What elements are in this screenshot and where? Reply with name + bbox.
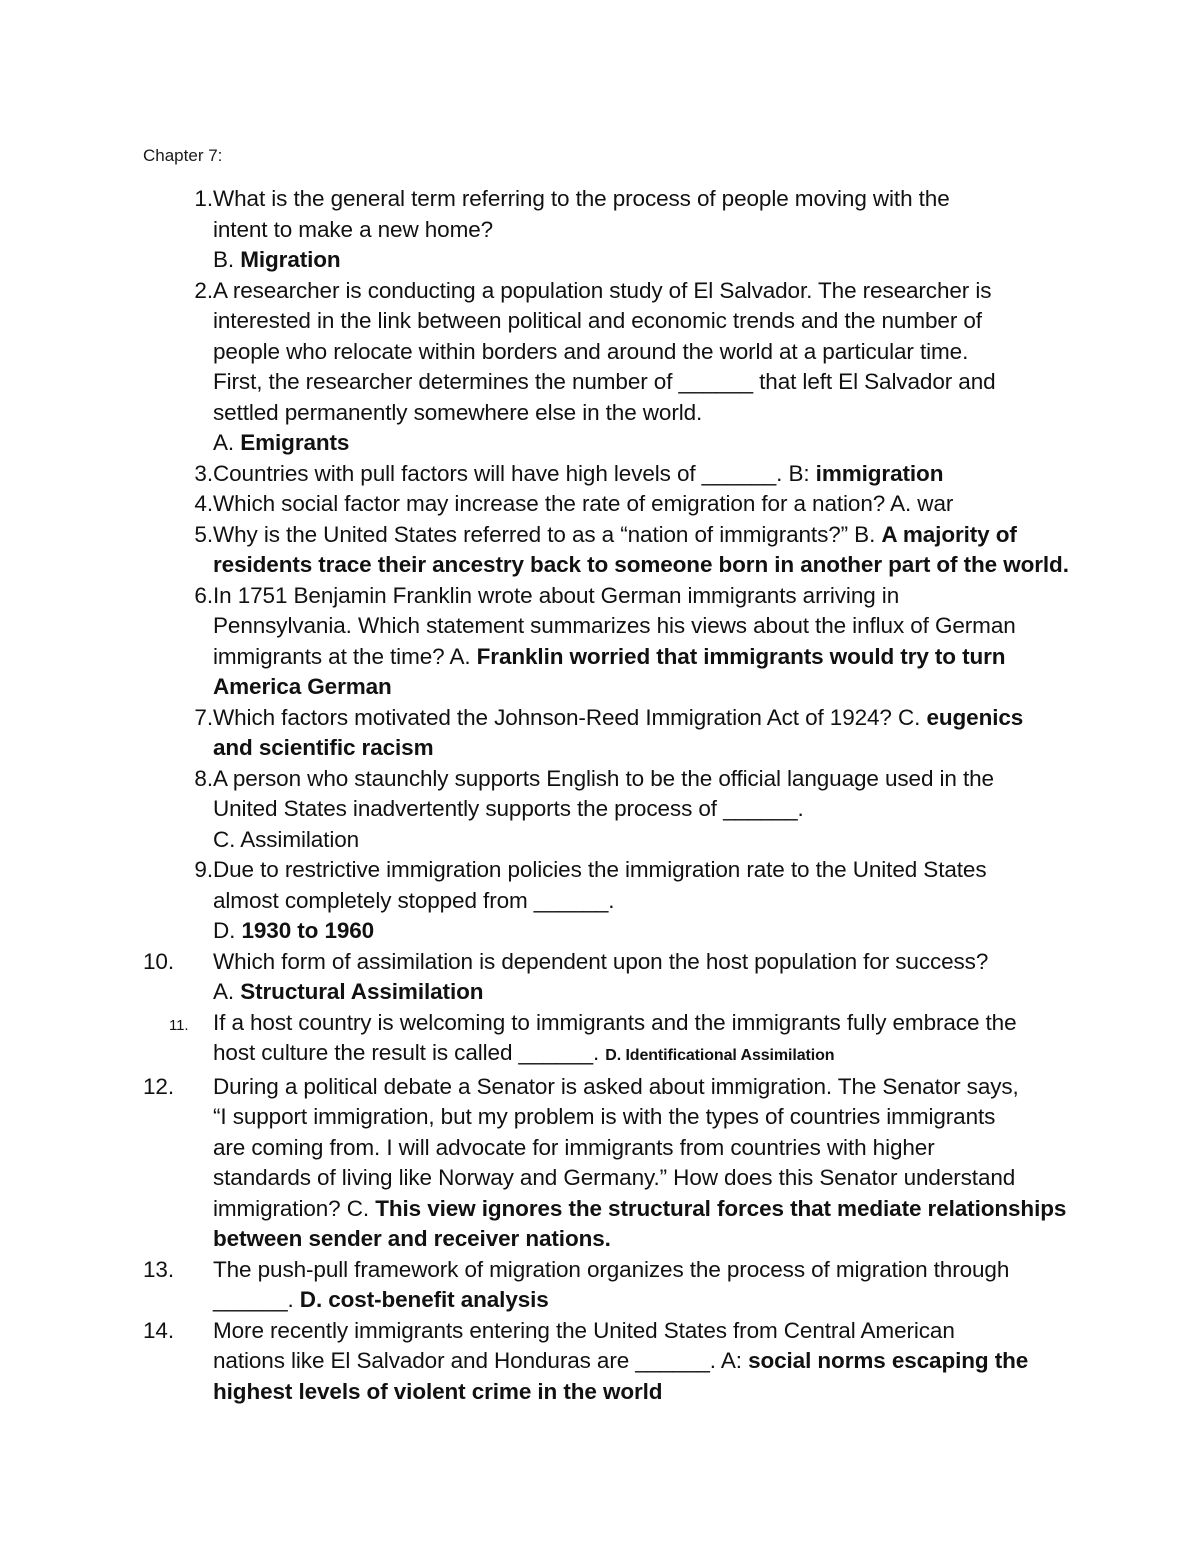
text-line bbox=[213, 916, 1073, 947]
question-item bbox=[143, 581, 1073, 703]
text-line bbox=[213, 306, 1073, 337]
text-line bbox=[213, 1194, 1073, 1225]
answer-text: social norms escaping the bbox=[748, 1348, 1029, 1373]
question-number-label: 9. bbox=[194, 857, 213, 882]
question-item bbox=[143, 276, 1073, 459]
question-segment: More recently immigrants entering the United States from Central American bbox=[213, 1317, 955, 1343]
question-number-label: 5. bbox=[194, 521, 213, 547]
question-segment: A researcher is conducting a population study of El Salvador. The researcher is bbox=[213, 277, 992, 303]
text-line bbox=[213, 367, 1073, 398]
question-number bbox=[143, 1008, 213, 1072]
chapter-heading: Chapter 7: bbox=[143, 146, 223, 165]
question-number-label: 10. bbox=[143, 948, 174, 974]
question-segment: Countries with pull factors will have high levels of ______. B: bbox=[213, 460, 816, 486]
answer-text: between sender and receiver nations. bbox=[213, 1226, 611, 1251]
question-segment: A. bbox=[213, 430, 241, 455]
answer-text: D. cost-benefit analysis bbox=[299, 1287, 549, 1312]
question-item bbox=[143, 520, 1073, 581]
question-segment: The push-pull framework of migration organizes the process of migration through bbox=[213, 1256, 1010, 1282]
question-segment: During a political debate a Senator is asked about immigration. The Senator says, bbox=[213, 1073, 1019, 1099]
question-item bbox=[143, 764, 1073, 856]
answer-text: Migration bbox=[240, 247, 341, 272]
text-line bbox=[213, 733, 1073, 764]
text-line bbox=[213, 764, 1073, 795]
text-line bbox=[213, 1008, 1073, 1039]
text-line bbox=[213, 276, 1073, 307]
question-text bbox=[213, 520, 1073, 581]
text-line bbox=[213, 581, 1073, 612]
text-line bbox=[213, 855, 1073, 886]
question-text bbox=[213, 1255, 1073, 1316]
question-number bbox=[143, 947, 213, 1008]
text-line bbox=[213, 611, 1073, 642]
text-line bbox=[213, 459, 1073, 490]
question-segment: Which factors motivated the Johnson-Reed Immigration Act of 1924? C. bbox=[213, 704, 927, 730]
question-segment: B. bbox=[213, 247, 241, 272]
question-segment: ______. bbox=[213, 1287, 300, 1312]
question-number bbox=[143, 1255, 213, 1316]
question-text bbox=[213, 184, 1073, 276]
question-segment: What is the general term referring to the process of people moving with the bbox=[213, 186, 950, 211]
question-segment: Due to restrictive immigration policies the immigration rate to the United States bbox=[213, 857, 987, 882]
question-item bbox=[143, 855, 1073, 947]
question-number-label: 2. bbox=[194, 277, 213, 303]
question-segment: Which form of assimilation is dependent upon the host population for success? bbox=[213, 948, 989, 974]
text-line bbox=[213, 184, 1073, 215]
question-list bbox=[143, 184, 1073, 1407]
question-number-label: 6. bbox=[194, 582, 213, 608]
question-text bbox=[213, 1316, 1073, 1408]
question-item bbox=[143, 489, 1073, 520]
question-segment: D. bbox=[213, 918, 242, 943]
answer-text: America German bbox=[213, 674, 392, 699]
question-segment: If a host country is welcoming to immigrants and the immigrants fully embrace the bbox=[213, 1009, 1017, 1035]
text-line bbox=[213, 550, 1073, 581]
question-segment: Pennsylvania. Which statement summarizes his views about the influx of German bbox=[213, 613, 1016, 638]
answer-text: A majority of bbox=[881, 521, 1017, 547]
text-line bbox=[213, 1038, 1073, 1072]
question-text bbox=[213, 489, 1073, 520]
answer-text: and scientific racism bbox=[213, 735, 434, 760]
question-number bbox=[143, 459, 213, 490]
text-line bbox=[213, 794, 1073, 825]
text-line bbox=[213, 886, 1073, 917]
text-line bbox=[213, 520, 1073, 551]
text-line bbox=[213, 1133, 1073, 1164]
question-segment: Which social factor may increase the rate of emigration for a nation? A. war bbox=[213, 491, 954, 516]
question-item bbox=[143, 1316, 1073, 1408]
text-line bbox=[213, 1102, 1073, 1133]
text-line bbox=[213, 215, 1073, 246]
question-number bbox=[143, 703, 213, 764]
question-number bbox=[143, 855, 213, 947]
text-line bbox=[213, 672, 1073, 703]
question-number-label: 3. bbox=[194, 460, 213, 486]
question-segment: nations like El Salvador and Honduras are ______. A: bbox=[213, 1348, 749, 1373]
question-segment: A. bbox=[213, 979, 241, 1004]
question-segment: immigration? C. bbox=[213, 1195, 376, 1221]
question-number bbox=[143, 520, 213, 581]
text-line bbox=[213, 642, 1073, 673]
question-text bbox=[213, 703, 1073, 764]
question-number-label: 7. bbox=[194, 704, 213, 730]
question-number-label: 1. bbox=[194, 186, 213, 211]
text-line bbox=[213, 245, 1073, 276]
answer-text: Emigrants bbox=[240, 430, 350, 455]
question-text bbox=[213, 947, 1073, 1008]
question-number-label: 8. bbox=[194, 765, 213, 791]
question-text bbox=[213, 459, 1073, 490]
text-line bbox=[213, 825, 1073, 856]
text-line bbox=[213, 398, 1073, 429]
answer-text: Franklin worried that immigrants would try to turn bbox=[476, 643, 1006, 669]
question-segment: A person who staunchly supports English to be the official language used in the bbox=[213, 765, 994, 791]
question-number-label: 13. bbox=[143, 1256, 174, 1282]
question-number bbox=[143, 581, 213, 703]
text-line bbox=[213, 428, 1073, 459]
question-text bbox=[213, 581, 1073, 703]
text-line bbox=[213, 489, 1073, 520]
question-item bbox=[143, 1072, 1073, 1255]
answer-text: D. Identificational Assimilation bbox=[605, 1047, 835, 1064]
question-item bbox=[143, 184, 1073, 276]
answer-text: 1930 to 1960 bbox=[241, 918, 375, 943]
question-segment: In 1751 Benjamin Franklin wrote about German immigrants arriving in bbox=[213, 582, 900, 608]
answer-text: immigration bbox=[815, 460, 944, 486]
text-line bbox=[213, 947, 1073, 978]
text-line bbox=[213, 1163, 1073, 1194]
answer-text: residents trace their ancestry back to someone born in another part of the world. bbox=[213, 552, 1069, 577]
question-number bbox=[143, 184, 213, 276]
text-line bbox=[213, 1346, 1073, 1377]
text-line bbox=[213, 1377, 1073, 1408]
question-segment: host culture the result is called ______. bbox=[213, 1040, 606, 1065]
question-item bbox=[143, 703, 1073, 764]
question-segment: Why is the United States referred to as a “nation of immigrants?” B. bbox=[213, 521, 882, 547]
question-segment: intent to make a new home? bbox=[213, 216, 494, 242]
question-segment: interested in the link between political and economic trends and the number of bbox=[213, 308, 982, 333]
question-text bbox=[213, 764, 1073, 856]
question-segment: immigrants at the time? A. bbox=[213, 643, 477, 669]
text-line bbox=[213, 703, 1073, 734]
question-number-label: 12. bbox=[143, 1073, 174, 1099]
question-segment: almost completely stopped from ______. bbox=[213, 887, 615, 913]
text-line bbox=[213, 1072, 1073, 1103]
question-number bbox=[143, 489, 213, 520]
question-text bbox=[213, 855, 1073, 947]
question-item bbox=[143, 459, 1073, 490]
question-segment: First, the researcher determines the number of ______ that left El Salvador and bbox=[213, 369, 996, 394]
text-line bbox=[213, 1255, 1073, 1286]
question-segment: United States inadvertently supports the process of ______. bbox=[213, 796, 804, 821]
question-number bbox=[143, 764, 213, 856]
question-item bbox=[143, 1255, 1073, 1316]
question-text bbox=[213, 1008, 1073, 1072]
question-text bbox=[213, 1072, 1073, 1255]
question-number-label: 11. bbox=[169, 1016, 189, 1034]
text-line bbox=[213, 1285, 1073, 1316]
question-item bbox=[143, 947, 1073, 1008]
question-number bbox=[143, 276, 213, 459]
question-segment: “I support immigration, but my problem is with the types of countries immigrants bbox=[213, 1104, 996, 1129]
question-segment: C. Assimilation bbox=[213, 826, 360, 852]
question-number-label: 4. bbox=[194, 491, 213, 516]
text-line bbox=[213, 1224, 1073, 1255]
question-number-label: 14. bbox=[143, 1317, 174, 1343]
question-segment: are coming from. I will advocate for immigrants from countries with higher bbox=[213, 1134, 935, 1160]
answer-text: eugenics bbox=[926, 704, 1024, 730]
question-number bbox=[143, 1316, 213, 1408]
answer-text: Structural Assimilation bbox=[240, 979, 484, 1004]
question-item bbox=[143, 1008, 1073, 1072]
text-line bbox=[213, 977, 1073, 1008]
text-line bbox=[213, 1316, 1073, 1347]
text-line bbox=[213, 337, 1073, 368]
question-segment: people who relocate within borders and around the world at a particular time. bbox=[213, 338, 969, 364]
question-segment: standards of living like Norway and Germany.” How does this Senator understand bbox=[213, 1165, 1016, 1190]
answer-text: highest levels of violent crime in the world bbox=[213, 1378, 663, 1404]
question-segment: settled permanently somewhere else in the world. bbox=[213, 399, 703, 425]
answer-text: This view ignores the structural forces that mediate relationships bbox=[375, 1195, 1067, 1221]
question-number bbox=[143, 1072, 213, 1255]
question-text bbox=[213, 276, 1073, 459]
